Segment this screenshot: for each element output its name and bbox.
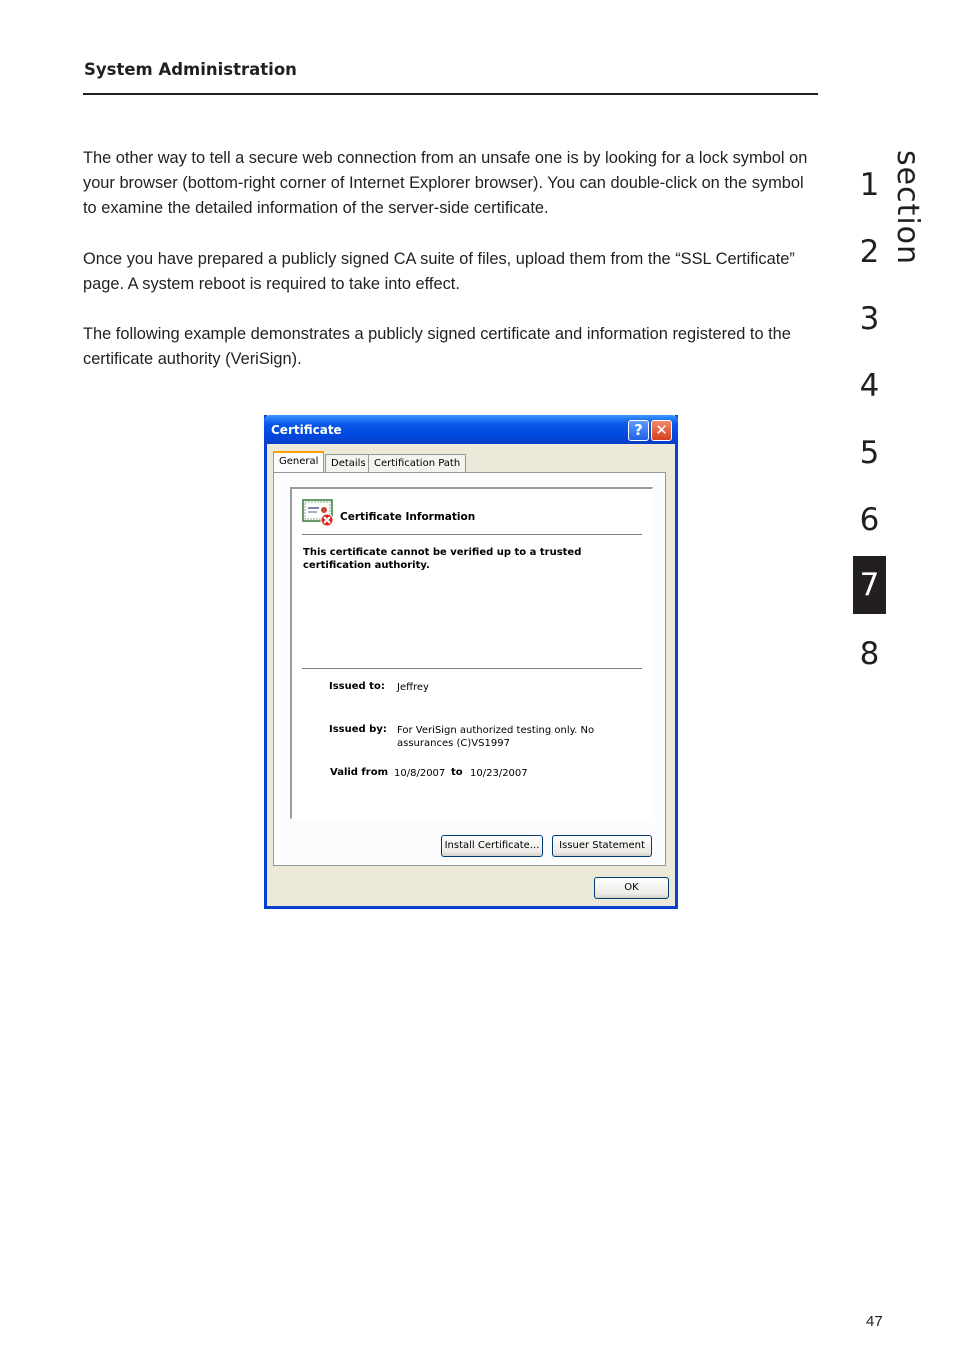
section-8[interactable]: 8 bbox=[859, 636, 880, 672]
help-button[interactable]: ? bbox=[628, 420, 649, 441]
section-6[interactable]: 6 bbox=[859, 502, 880, 538]
section-2[interactable]: 2 bbox=[859, 234, 880, 270]
issued-to-value: Jeffrey bbox=[397, 682, 429, 693]
section-1[interactable]: 1 bbox=[859, 167, 880, 203]
details-divider bbox=[302, 668, 642, 669]
valid-to-label: to bbox=[451, 767, 463, 778]
header-rule bbox=[83, 93, 818, 95]
info-heading: Certificate Information bbox=[340, 511, 476, 523]
tab-details[interactable]: Details bbox=[325, 454, 372, 473]
paragraph-lock-symbol: The other way to tell a secure web connection from an unsafe one is by looking for a lock symbol on your browser (bottom-right corner of Internet Explorer browser). You can double-click on the symbol to examine the detailed information of the server-side certificate. bbox=[83, 149, 808, 217]
paragraph-upload: Once you have prepared a publicly signed CA suite of files, upload them from the “SSL Certificate” page. A system reboot is required to take into effect. bbox=[83, 250, 795, 293]
valid-to-value: 10/23/2007 bbox=[470, 768, 528, 779]
paragraph-example: The following example demonstrates a publicly signed certificate and information registered to the certificate authority (VeriSign). bbox=[83, 325, 791, 368]
certificate-error-icon bbox=[302, 499, 336, 527]
dialog-titlebar[interactable] bbox=[264, 415, 678, 444]
issuer-statement-button[interactable]: Issuer Statement bbox=[552, 835, 652, 857]
valid-from-label: Valid from bbox=[330, 767, 389, 778]
close-button[interactable]: ✕ bbox=[651, 420, 672, 441]
tab-certification-path[interactable]: Certification Path bbox=[368, 454, 466, 473]
issued-to-label: Issued to: bbox=[329, 681, 385, 692]
valid-from-value: 10/8/2007 bbox=[394, 768, 446, 779]
info-divider bbox=[302, 534, 642, 535]
issued-by-label: Issued by: bbox=[329, 724, 387, 735]
install-certificate-button[interactable]: Install Certificate... bbox=[441, 835, 543, 857]
section-3[interactable]: 3 bbox=[859, 301, 880, 337]
issued-by-value: For VeriSign authorized testing only. No assurances (C)VS1997 bbox=[397, 725, 595, 749]
header-title: System Administration bbox=[84, 60, 297, 79]
ok-button[interactable]: OK bbox=[594, 877, 669, 899]
verification-warning: This certificate cannot be verified up to a trusted certification authority. bbox=[303, 547, 582, 571]
section-4[interactable]: 4 bbox=[859, 368, 880, 404]
certificate-info-box bbox=[290, 487, 653, 819]
section-5[interactable]: 5 bbox=[859, 435, 880, 471]
tab-general[interactable]: General bbox=[273, 451, 324, 473]
general-tab-panel bbox=[273, 472, 666, 866]
section-7-active[interactable]: 7 bbox=[853, 556, 886, 614]
certificate-dialog bbox=[264, 415, 678, 909]
dialog-title: Certificate bbox=[271, 423, 342, 437]
page-number: 47 bbox=[866, 1313, 883, 1330]
section-label: section bbox=[890, 150, 925, 266]
